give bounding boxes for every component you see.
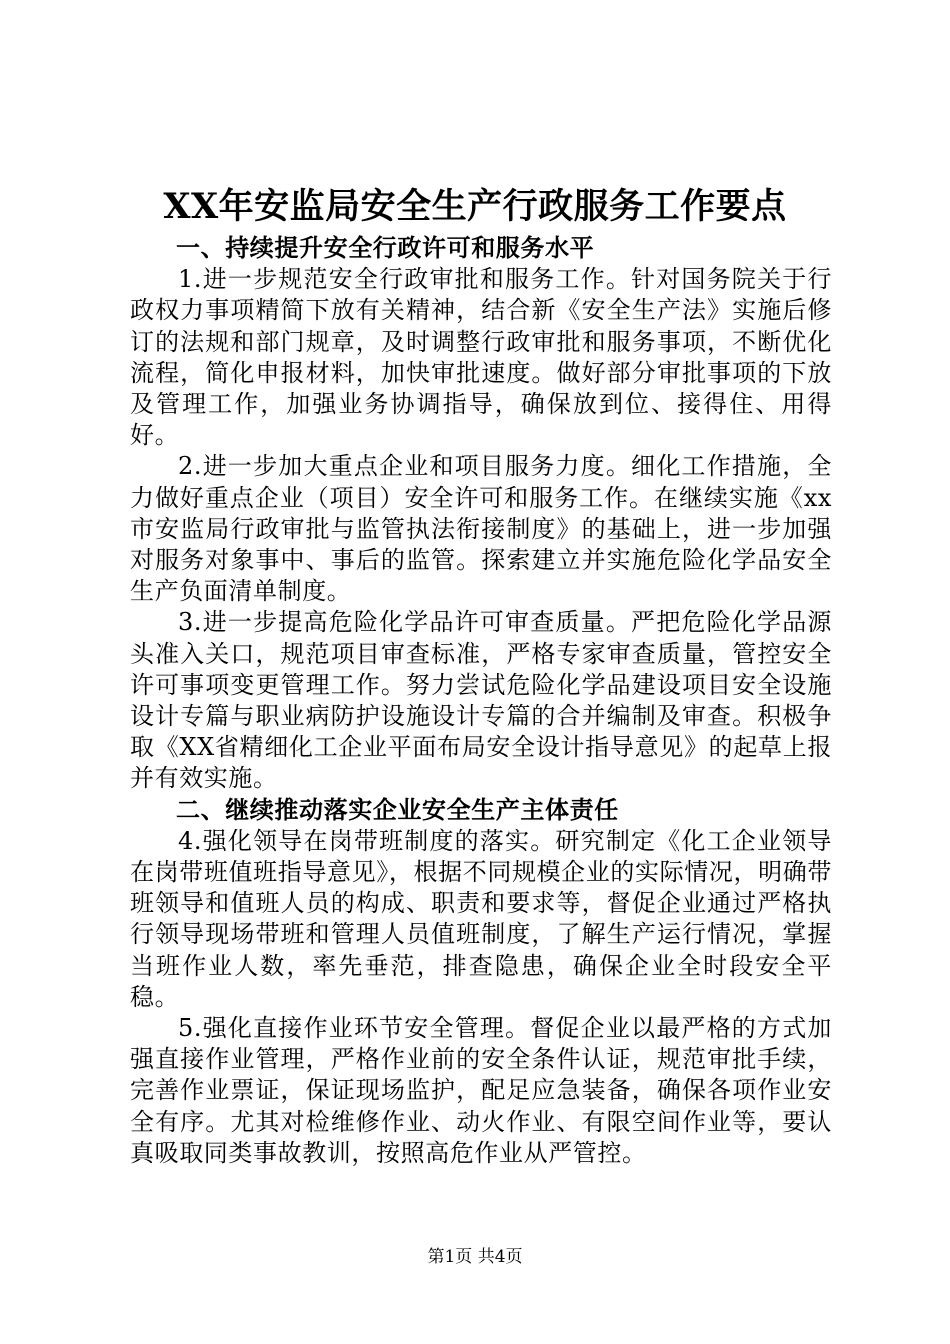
paragraph-4: 4.强化领导在岗带班制度的落实。研究制定《化工企业领导在岗带班值班指导意见》，根据不同规模企业的实际情况，明确带班领导和值班人员的构成、职责和要求等，督促企业通过严格执行领导现场带班和管理人员值班制度，了解生产运行情况，掌握当班作业人数，率先垂范，排查隐患，确保企业全时段安全平稳。 [130, 826, 832, 1011]
paragraph-1: 1.进一步规范安全行政审批和服务工作。针对国务院关于行政权力事项精简下放有关精神，结合新《安全生产法》实施后修订的法规和部门规章，及时调整行政审批和服务事项，不断优化流程，简化申报材料，加快审批速度。做好部分审批事项的下放及管理工作，加强业务协调指导，确保放到位、接得住、用得好。 [130, 265, 832, 450]
page-footer: 第1页 共4页 [427, 1247, 523, 1267]
document-body [130, 233, 832, 1169]
paragraph-5: 5.强化直接作业环节安全管理。督促企业以最严格的方式加强直接作业管理，严格作业前的安全条件认证，规范审批手续，完善作业票证，保证现场监护，配足应急装备，确保各项作业安全有序。尤其对检维修作业、动火作业、有限空间作业等，要认真吸取同类事故教训，按照高危作业从严管控。 [130, 1014, 832, 1167]
paragraph-2: 2.进一步加大重点企业和项目服务力度。细化工作措施，全力做好重点企业（项目）安全许可和服务工作。在继续实施《xx市安监局行政审批与监管执法衔接制度》的基础上，进一步加强对服务对象事中、事后的监管。探索建立并实施危险化学品安全生产负面清单制度。 [130, 452, 832, 606]
paragraph-3: 3.进一步提高危险化学品许可审查质量。严把危险化学品源头准入关口，规范项目审查标准，严格专家审查质量，管控安全许可事项变更管理工作。努力尝试危险化学品建设项目安全设施设计专篇与职业病防护设施设计专篇的合并编制及审查。积极争取《XX省精细化工企业平面布局安全设计指导意见》的起草上报并有效实施。 [130, 608, 832, 793]
section-heading-2: 二、继续推动落实企业安全生产主体责任 [176, 795, 619, 824]
document-title: XX年安监局安全生产行政服务工作要点 [163, 186, 787, 227]
section-heading-1: 一、持续提升安全行政许可和服务水平 [176, 234, 595, 262]
